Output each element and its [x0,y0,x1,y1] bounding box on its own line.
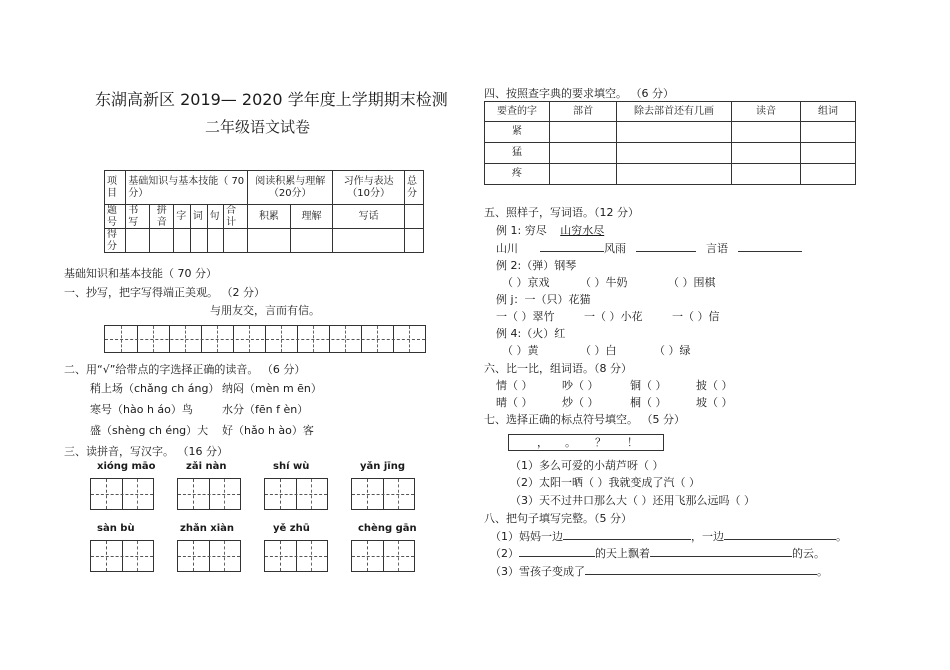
dict-answer-cell[interactable] [732,122,801,143]
q8-text: （3）雪孩子变成了 [490,565,585,578]
answer-blank[interactable] [563,530,691,540]
q5-example-3: 例 j：一（只）花猫 [496,293,591,306]
q5-example-2: 例 2:（弹）钢琴 [496,259,577,272]
hanzi-writing-box[interactable] [264,478,328,510]
score-col-subtotal: 合计 [224,205,248,229]
q5-blank-item [604,242,696,254]
score-row-label: 得分 [105,229,126,253]
q7-item[interactable]: （3）天不过井口那么大（ ）还用飞那么远吗（ ） [510,494,755,507]
score-header-reading: 阅读积累与理解（20分） [248,171,333,205]
dict-answer-cell[interactable] [550,122,617,143]
copy-writing-grid[interactable] [104,325,426,353]
q5-word: 言语 [706,242,728,255]
q8-text: （1）妈妈一边 [490,530,563,543]
q6-item[interactable]: 披（ ） [696,379,733,392]
score-cell[interactable] [333,229,405,253]
hanzi-writing-box[interactable] [90,540,154,572]
dict-answer-cell[interactable] [801,122,856,143]
pinyin-label: yě zhū [273,523,310,534]
dict-answer-cell[interactable] [732,143,801,164]
score-col-accumulation: 积累 [248,205,291,229]
score-col-word: 词 [190,205,207,229]
q6-item[interactable]: 铜（ ） [630,379,667,392]
hanzi-writing-box[interactable] [177,540,241,572]
score-row-label: 题号 [105,205,126,229]
dict-header: 部首 [550,102,617,122]
pinyin-label: xióng māo [97,461,156,472]
q5-item[interactable]: 一（ ）翠竹 [496,310,555,323]
q8-text: （2） [490,547,519,560]
answer-blank[interactable] [585,565,817,575]
q8-text: 。 [817,565,828,578]
dict-answer-cell[interactable] [617,143,732,164]
dict-answer-cell[interactable] [801,143,856,164]
score-col-comprehension: 理解 [290,205,333,229]
dict-answer-cell[interactable] [617,122,732,143]
score-cell[interactable] [174,229,191,253]
q5-item[interactable]: （ ）白 [580,344,617,357]
dict-header: 组词 [801,102,856,122]
score-cell[interactable] [150,229,174,253]
q5-word: 山川 [496,242,518,255]
q8-sentence-2 [490,547,825,559]
q5-example-1-answer: 山穷水尽 [560,224,605,237]
dict-answer-cell[interactable] [617,164,732,185]
score-cell[interactable] [224,229,248,253]
q6-item[interactable]: 桐（ ） [630,396,667,409]
answer-blank[interactable] [540,242,604,252]
answer-blank[interactable] [738,242,802,252]
dict-answer-cell[interactable] [732,164,801,185]
dictionary-table [484,101,856,185]
answer-blank[interactable] [519,547,595,557]
answer-blank[interactable] [650,547,792,557]
q8-text: ，一边 [691,530,724,543]
punct-comma: ， [537,436,548,449]
punct-exclamation: ！ [627,436,638,449]
dict-header: 要查的字 [485,102,550,122]
punct-question: ？ [595,436,606,449]
score-cell[interactable] [190,229,207,253]
score-header-total: 总分 [405,171,424,205]
q5-blank-item [496,242,604,254]
score-header-writing: 习作与表达（10分） [333,171,405,205]
q5-example-1 [496,225,604,236]
q1-copy-text: 与朋友交，言而有信。 [210,304,320,317]
pinyin-label: yǎn jīng [360,461,405,472]
q2-item: 稍上场（chǎng ch áng） [90,382,220,395]
q8-title: 八、把句子填写完整。（5 分） [484,512,632,525]
score-table [104,170,424,253]
punct-period: 。 [565,436,576,449]
score-cell-total [405,205,424,229]
q2-item: 盛（shèng ch éng）大 [90,424,209,437]
q5-item[interactable]: 一（ ）信 [672,310,720,323]
score-header-basic: 基础知识与基本技能（ 70分） [126,171,248,205]
q3-title: 三、读拼音，写汉字。 （16 分） [64,445,228,458]
exam-title: 东湖高新区 2019— 2020 学年度上学期期末检测 [95,90,448,109]
q2-item: 水分（fēn f èn） [222,403,309,416]
score-cell[interactable] [248,229,291,253]
score-col-pinyin: 拼音 [150,205,174,229]
q6-item[interactable]: 坡（ ） [696,396,733,409]
score-col-sentence: 句 [207,205,224,229]
score-col-char: 字 [174,205,191,229]
q5-item[interactable]: （ ）牛奶 [580,276,628,289]
exam-subtitle: 二年级语文试卷 [205,118,311,136]
dict-header: 读音 [732,102,801,122]
hanzi-writing-box[interactable] [351,540,415,572]
score-col-handwriting: 书写 [126,205,150,229]
q5-item[interactable]: （ ）围棋 [668,276,716,289]
q5-item[interactable]: （ ）京戏 [502,276,550,289]
q2-title: 二、用“√”给带点的字选择正确的读音。 （6 分） [64,363,306,376]
score-col-composition: 写话 [333,205,405,229]
dict-char: 疼 [485,164,550,185]
q8-sentence-3 [490,565,828,577]
q8-text: 的云。 [792,547,825,560]
q2-item: 寒号（hào h áo）鸟 [90,403,193,416]
q7-item[interactable]: （1）多么可爱的小葫芦呀（ ） [510,459,664,472]
dict-answer-cell[interactable] [550,143,617,164]
score-header-item: 项目 [105,171,126,205]
q5-example-4: 例 4:（火）红 [496,327,566,340]
dict-char: 紧 [485,122,550,143]
q8-text: 。 [836,530,847,543]
q7-item[interactable]: （2）太阳一晒（ ）我就变成了汽（ ） [510,476,700,489]
dict-char: 猛 [485,143,550,164]
hanzi-writing-box[interactable] [177,478,241,510]
q2-item: 好（hǎo h ào）客 [222,424,314,437]
q4-title: 四、按照查字典的要求填空。 （6 分） [484,87,674,100]
q5-item[interactable]: （ ）绿 [654,344,691,357]
pinyin-label: zǎi nàn [186,461,227,472]
score-cell[interactable] [207,229,224,253]
pinyin-label: sàn bù [97,523,135,534]
pinyin-label: shí wù [273,461,310,472]
pinyin-label: zhǎn xiàn [180,523,235,534]
q6-item[interactable]: 炒（ ） [562,396,599,409]
q5-example-1-label: 例 1: 穷尽 [496,224,547,237]
dict-header: 除去部首还有几画 [617,102,732,122]
section-basic-heading: 基础知识和基本技能（ 70 分） [64,267,217,280]
q5-item[interactable]: （ ）黄 [502,344,539,357]
q5-item[interactable]: 一（ ）小花 [584,310,643,323]
hanzi-writing-box[interactable] [351,478,415,510]
hanzi-writing-box[interactable] [264,540,328,572]
q5-blank-item [706,242,802,254]
score-cell[interactable] [290,229,333,253]
answer-blank[interactable] [636,242,696,252]
q7-title: 七、选择正确的标点符号填空。 （5 分） [484,413,685,426]
q6-item[interactable]: 吵（ ） [562,379,599,392]
q8-text: 的天上飘着 [595,547,650,560]
dict-answer-cell[interactable] [550,164,617,185]
q6-title: 六、比一比，组词语。（8 分） [484,362,632,375]
dict-answer-cell[interactable] [801,164,856,185]
q2-item: 纳闷（mèn m ēn） [222,382,322,395]
pinyin-label: chèng gān [358,523,417,534]
q5-word: 风雨 [604,242,626,255]
q5-title: 五、照样子，写词语。（12 分） [484,206,639,219]
q8-sentence-1 [490,530,847,542]
score-cell[interactable] [405,229,424,253]
punctuation-box [508,434,664,451]
q6-item[interactable]: 情（ ） [496,379,533,392]
answer-blank[interactable] [724,530,836,540]
q1-title: 一、抄写，把字写得端正美观。 （2 分） [64,286,265,299]
q6-item[interactable]: 晴（ ） [496,396,533,409]
score-cell[interactable] [126,229,150,253]
hanzi-writing-box[interactable] [90,478,154,510]
